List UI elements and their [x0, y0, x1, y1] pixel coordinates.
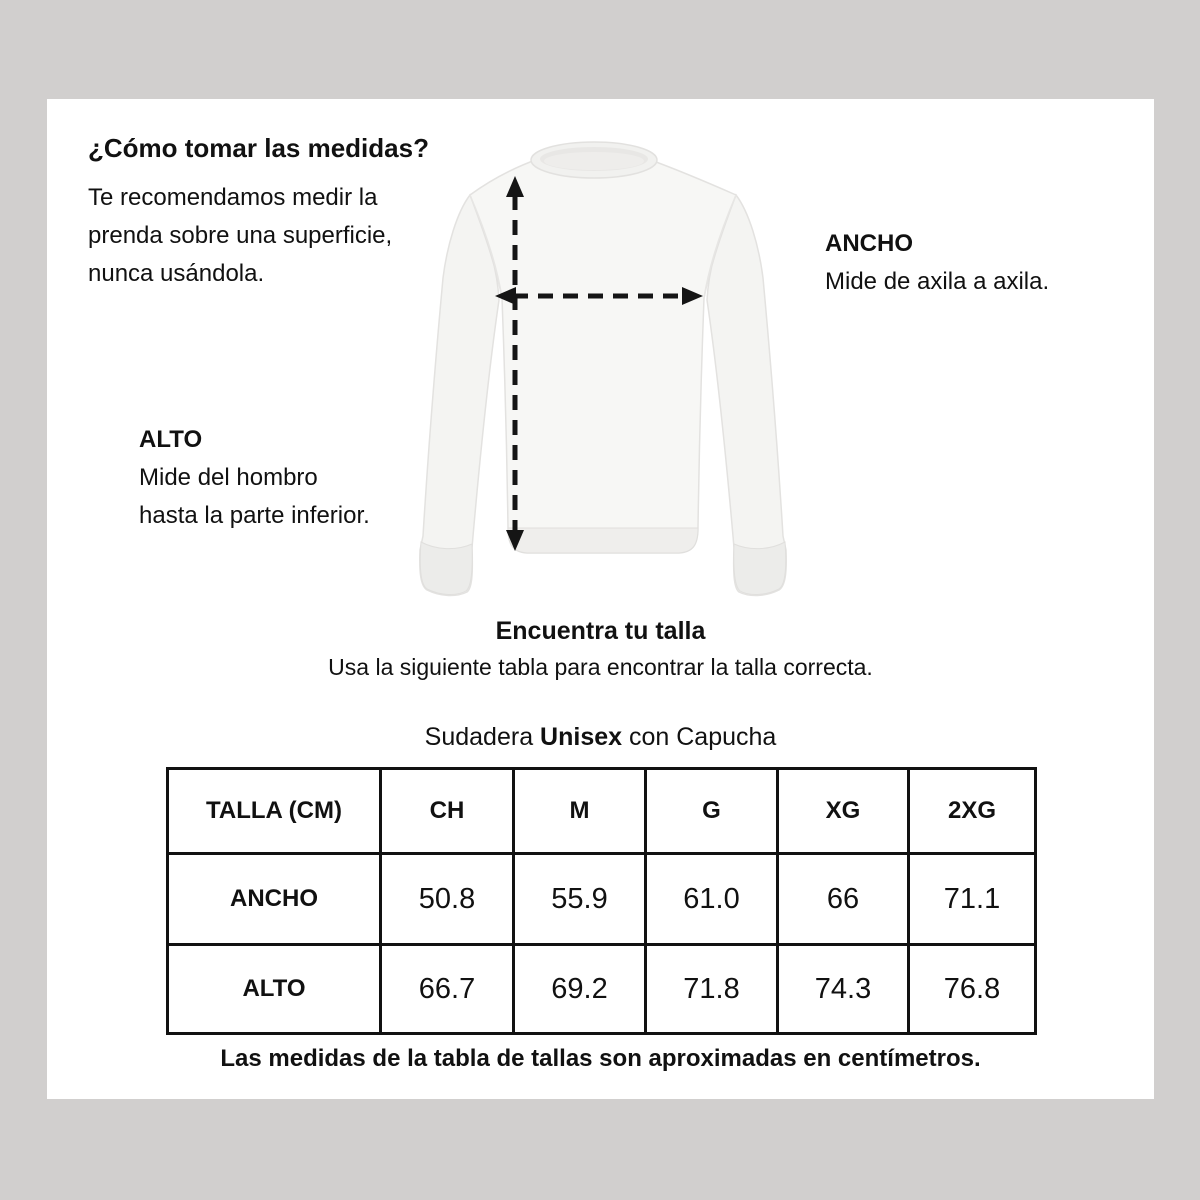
ancho-note-desc: Mide de axila a axila. — [825, 268, 1050, 295]
size-value-cell: 61.0 — [646, 854, 778, 945]
table-row-ancho — [168, 854, 1036, 945]
size-value-cell: 69.2 — [514, 945, 646, 1034]
size-col-header: XG — [778, 769, 909, 854]
alto-note-desc: hasta la parte inferior. — [139, 502, 370, 529]
alto-note-title: ALTO — [139, 426, 203, 453]
product-title-bold: Unisex — [540, 723, 623, 751]
how-to-line: prenda sobre una superficie, — [88, 222, 393, 249]
measure-row-label: ALTO — [168, 945, 381, 1034]
footnote: Las medidas de la tabla de tallas son aproximadas en centímetros. — [220, 1045, 981, 1072]
size-col-header: 2XG — [909, 769, 1036, 854]
size-col-header: CH — [381, 769, 514, 854]
size-col-header: M — [514, 769, 646, 854]
size-col-header: TALLA (CM) — [168, 769, 381, 854]
size-value-cell: 71.8 — [646, 945, 778, 1034]
ancho-note — [825, 225, 1125, 301]
sweatshirt-image — [420, 142, 786, 596]
product-title-prefix: Sudadera — [424, 723, 541, 751]
size-value-cell: 66 — [778, 854, 909, 945]
table-row-alto — [168, 945, 1036, 1034]
size-table — [166, 767, 1037, 1035]
size-value-cell: 66.7 — [381, 945, 514, 1034]
size-value-cell: 71.1 — [909, 854, 1036, 945]
how-to-text — [88, 179, 418, 293]
size-value-cell: 50.8 — [381, 854, 514, 945]
product-title-suffix: con Capucha — [622, 723, 777, 751]
how-to-line: Te recomendamos medir la — [88, 184, 378, 211]
sweatshirt-diagram — [415, 138, 805, 600]
how-to-title: ¿Cómo tomar las medidas? — [88, 133, 429, 163]
product-title — [47, 723, 1154, 752]
size-guide-card — [47, 99, 1154, 1099]
how-to-line: nunca usándola. — [88, 260, 265, 287]
ancho-note-title: ANCHO — [825, 230, 913, 257]
size-value-cell: 55.9 — [514, 854, 646, 945]
size-value-cell: 74.3 — [778, 945, 909, 1034]
find-size-subtitle: Usa la siguiente tabla para encontrar la talla correcta. — [328, 654, 873, 680]
alto-note — [139, 421, 439, 535]
measure-row-label: ANCHO — [168, 854, 381, 945]
size-table-header-row — [168, 769, 1036, 854]
find-size-title: Encuentra tu talla — [495, 617, 706, 645]
size-col-header: G — [646, 769, 778, 854]
size-value-cell: 76.8 — [909, 945, 1036, 1034]
alto-note-desc: Mide del hombro — [139, 464, 318, 491]
